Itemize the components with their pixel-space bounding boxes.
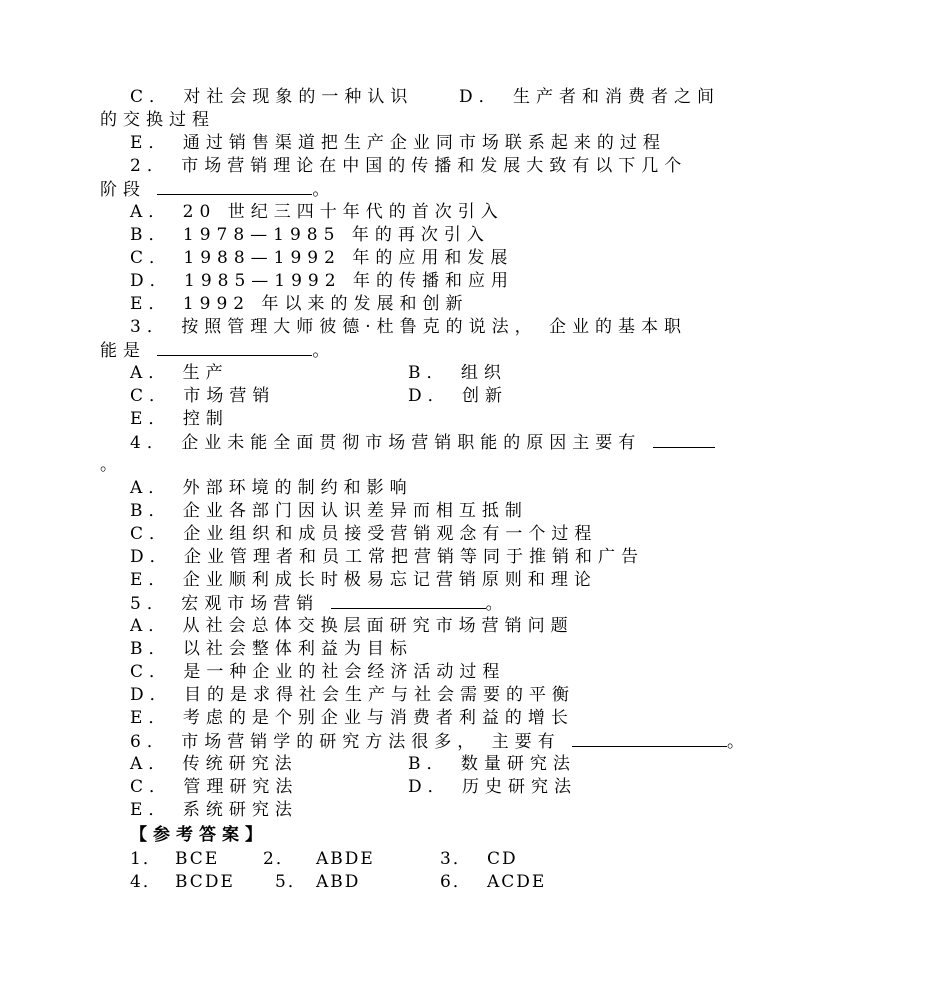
question-line [130, 730, 750, 753]
answer-number: 2． [263, 849, 295, 869]
text-line: 。 [100, 455, 123, 475]
text-line: B． 企业各部门因认识差异而相互抵制 [130, 501, 528, 521]
text-line: E． 考虑的是个别企业与消费者利益的增长 [130, 708, 574, 728]
answer-blank [653, 431, 715, 448]
line-text: 。 [485, 594, 509, 614]
answer-number: 3． [440, 849, 472, 869]
line-text: 6． 市场营销学的研究方法很多， 主要有 [130, 732, 573, 752]
question-line [130, 592, 509, 615]
text-line: C． 对社会现象的一种认识 D． 生产者和消费者之间 [130, 87, 721, 107]
text-line: E． 通过销售渠道把生产企业同市场联系起来的过程 [130, 133, 666, 153]
question-line [100, 178, 335, 201]
text-line: A． 20 世纪三四十年代的首次引入 [130, 202, 504, 222]
option-line: A． 生产 [130, 363, 229, 383]
answer-value: BCE [175, 849, 220, 869]
answers-heading: 【参考答案】 [130, 825, 268, 845]
text-line: A． 从社会总体交换层面研究市场营销问题 [130, 616, 574, 636]
answer-number: 5． [275, 872, 307, 892]
answer-number: 6． [440, 872, 472, 892]
answer-value: BCDE [175, 872, 235, 892]
option-line: B． 数量研究法 [408, 754, 576, 774]
text-line: E． 系统研究法 [130, 800, 298, 820]
text-line: E． 1992 年以来的发展和创新 [130, 294, 469, 314]
answer-number: 4． [130, 872, 162, 892]
option-line: D． 历史研究法 [408, 777, 578, 797]
line-text: 。 [727, 732, 751, 752]
text-line: E． 控制 [130, 409, 229, 429]
answer-blank [157, 178, 312, 195]
text-line: C． 1988—1992 年的应用和发展 [130, 248, 514, 268]
text-line: D． 企业管理者和员工常把营销等同于推销和广告 [130, 547, 645, 567]
answer-blank [572, 730, 727, 747]
text-line: C． 企业组织和成员接受营销观念有一个过程 [130, 524, 598, 544]
option-line: A． 传统研究法 [130, 754, 298, 774]
text-line: 3． 按照管理大师彼德·杜鲁克的说法， 企业的基本职 [130, 317, 688, 337]
line-text: 能是 [100, 341, 158, 361]
text-line: D． 目的是求得社会生产与社会需要的平衡 [130, 685, 576, 705]
answer-value: CD [487, 849, 518, 869]
question-line [130, 431, 715, 454]
option-line: B． 组织 [408, 363, 507, 383]
line-text: 。 [312, 180, 336, 200]
answer-value: ABDE [316, 849, 375, 869]
option-line: C． 管理研究法 [130, 777, 299, 797]
answer-number: 1． [130, 849, 162, 869]
answer-value: ACDE [487, 872, 547, 892]
line-text: 。 [312, 341, 336, 361]
option-line: D． 创新 [408, 386, 509, 406]
answer-blank [331, 592, 486, 609]
option-line: C． 市场营销 [130, 386, 276, 406]
text-line: B． 1978—1985 年的再次引入 [130, 225, 490, 245]
text-line: 的交换过程 [100, 110, 215, 130]
text-line: E． 企业顺利成长时极易忘记营销原则和理论 [130, 570, 597, 590]
text-line: D． 1985—1992 年的传播和应用 [130, 271, 514, 291]
line-text: 4． 企业未能全面贯彻市场营销职能的原因主要有 [130, 433, 653, 453]
text-line: B． 以社会整体利益为目标 [130, 639, 413, 659]
line-text: 阶段 [100, 180, 158, 200]
line-text: 5． 宏观市场营销 [130, 594, 331, 614]
text-line: C． 是一种企业的社会经济活动过程 [130, 662, 506, 682]
question-line [100, 339, 335, 362]
answer-value: ABD [316, 872, 361, 892]
answer-blank [157, 339, 312, 356]
text-line: A． 外部环境的制约和影响 [130, 478, 413, 498]
text-line: 2． 市场营销理论在中国的传播和发展大致有以下几个 [130, 156, 688, 176]
